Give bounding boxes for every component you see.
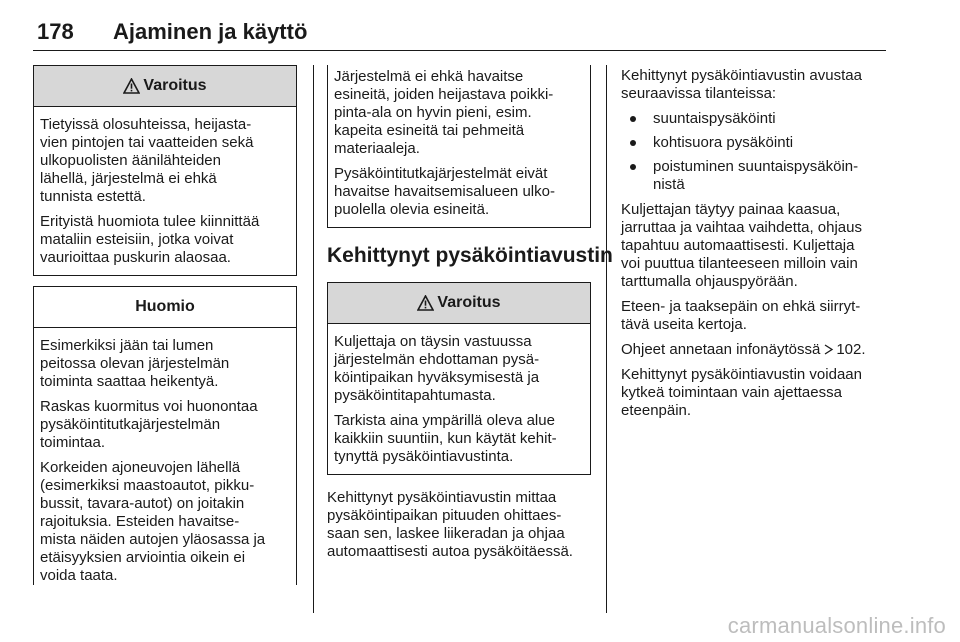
warning-text: Kuljettaja on täysin vastuussa järjestelmän ehdottaman pysä- köintipaikan hyväksymisestä ja pysäköintitapahtumasta. <box>334 333 540 404</box>
watermark: carmanualsonline.info <box>727 613 946 638</box>
notice-text: Raskas kuormitus voi huonontaa pysäköintitutkajärjestelmän toimintaa. <box>40 398 258 451</box>
body-text: Kuljettajan täytyy painaa kaasua, jarruttaa ja vaihtaa vaihdetta, ohjaus tapahtuu automaattisesti. Kuljettaja voi puuttua tilanteeseen milloin vain tarttumalla ohjauspyörään. <box>621 201 862 290</box>
page-reference-link[interactable]: 102. <box>836 341 866 358</box>
warning-box-continued <box>327 65 591 228</box>
notice-text: Korkeiden ajoneuvojen lähellä (esimerkiksi maastoautot, pikku- bussit, tavara-autot) on joitakin rajoituksia. Esteiden havaitse- mista näiden autojen yläosassa ja etäisyyksien arviointia oikein ei voida taata. <box>40 459 266 584</box>
warning-text: Järjestelmä ei ehkä havaitse esineitä, joiden heijastava poikki- pinta-ala on hyvin pieni, esim. kapeita esineitä tai pehmeitä materiaaleja. <box>334 68 554 157</box>
warning-header <box>328 283 590 324</box>
warning-triangle-icon <box>417 295 434 311</box>
warning-text: Erityistä huomiota tulee kiinnittää mataliin esteisiin, jotka voivat vaurioittaa puskurin alaosaa. <box>40 213 260 266</box>
notice-text: Esimerkiksi jään tai lumen peitossa olevan järjestelmän toiminta saattaa heikentyä. <box>40 337 230 390</box>
bullet-icon <box>630 164 636 170</box>
page-header <box>33 10 886 51</box>
warning-header <box>34 66 296 107</box>
body-text: Ohjeet annetaan infonäytössä 102. <box>621 341 866 358</box>
page-reference-arrow-icon <box>823 344 834 355</box>
bullet-icon <box>630 140 636 146</box>
list-item: poistuminen suuntaispysäköin- nistä <box>621 158 887 194</box>
list-item: suuntaispysäköinti <box>621 110 887 128</box>
situations-list <box>621 110 887 194</box>
column-middle <box>327 65 613 568</box>
warning-box <box>327 282 591 475</box>
notice-box <box>33 286 297 585</box>
notice-header <box>34 287 296 328</box>
warning-text: Pysäköintitutkajärjestelmät eivät havaitse havaitsemisalueen ulko- puolella olevia esineitä. <box>334 165 555 218</box>
column-divider <box>313 65 314 613</box>
warning-heading: Varoitus <box>437 294 501 311</box>
section-title: Kehittynyt pysäköintiavustin <box>327 244 613 267</box>
chapter-title: Ajaminen ja käyttö <box>113 19 308 44</box>
warning-triangle-icon <box>123 78 140 94</box>
column-divider <box>606 65 607 613</box>
column-left <box>33 65 297 585</box>
bullet-icon <box>630 116 636 122</box>
notice-heading: Huomio <box>135 298 195 315</box>
warning-box <box>33 65 297 276</box>
body-text: Kehittynyt pysäköintiavustin avustaa seuraavissa tilanteissa: <box>621 67 862 102</box>
warning-heading: Varoitus <box>143 77 207 94</box>
body-text: Kehittynyt pysäköintiavustin mittaa pysäköintipaikan pituuden ohittaes- saan sen, laskee liikeradan ja ohjaa automaattisesti autoa pysäköitäessä. <box>327 489 573 560</box>
page-number: 178 <box>37 19 74 44</box>
body-text: Eteen- ja taaksepäin on ehkä siirryt- tävä useita kertoja. <box>621 298 861 333</box>
body-text: Kehittynyt pysäköintiavustin voidaan kytkeä toimintaan vain ajettaessa eteenpäin. <box>621 366 862 419</box>
list-item: kohtisuora pysäköinti <box>621 134 887 152</box>
column-right <box>621 65 887 427</box>
warning-text: Tietyissä olosuhteissa, heijasta- vien pintojen tai vaatteiden sekä ulkopuolisten äänilähteiden lähellä, järjestelmä ei ehkä tunnista estettä. <box>40 116 254 205</box>
warning-text: Tarkista aina ympärillä oleva alue kaikkiin suuntiin, kun käytät kehit- tynyttä pysäköintiavustinta. <box>334 412 557 465</box>
